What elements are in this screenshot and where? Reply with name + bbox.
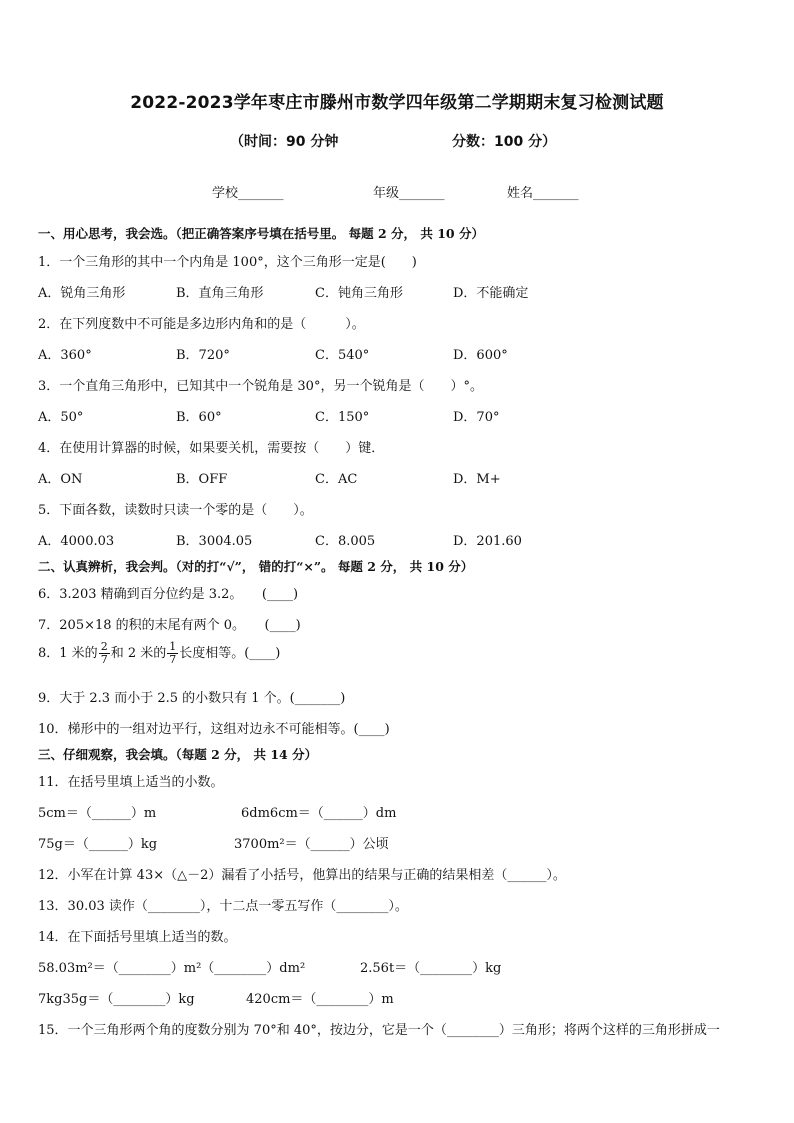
q2-option-b: B．720°	[176, 348, 230, 363]
fraction-numerator: 1	[169, 640, 177, 653]
q4-option-a: A．ON	[38, 472, 83, 487]
q1-option-a: A．锐角三角形	[38, 286, 126, 301]
question-11: 11．在括号里填上适当的小数。	[38, 775, 224, 790]
question-4: 4．在使用计算器的时候，如果要关机，需要按（ ）键．	[38, 441, 385, 456]
time-label: （时间：90 分钟	[230, 134, 339, 150]
q2-option-d: D．600°	[453, 348, 508, 363]
question-7: 7．205×18 的积的末尾有两个 0。 (____)	[38, 618, 301, 633]
fraction-denominator: 7	[100, 653, 108, 666]
q3-option-a: A．50°	[38, 410, 84, 425]
question-2: 2．在下列度数中不可能是多边形内角和的是（ ）。	[38, 317, 365, 332]
q4-option-d: D．M+	[453, 472, 501, 487]
q14-item-b: 2.56t＝（________）kg	[360, 961, 502, 976]
question-15: 15．一个三角形两个角的度数分别为 70°和 40°，按边分，它是一个（________）三角形；将两个这样的三角形拼成一	[38, 1023, 720, 1038]
q4-option-b: B．OFF	[176, 472, 228, 487]
exam-title: 2022-2023学年枣庄市滕州市数学四年级第二学期期末复习检测试题	[130, 93, 664, 113]
q8-text-c: 长度相等。(____)	[179, 646, 281, 661]
q14-item-c: 7kg35g＝（________）kg	[38, 992, 195, 1007]
q5-option-a: A．4000.03	[38, 534, 115, 549]
question-1: 1．一个三角形的其中一个内角是 100°，这个三角形一定是( )	[38, 255, 417, 270]
q1-option-c: C．钝角三角形	[315, 286, 403, 301]
q2-option-c: C．540°	[315, 348, 370, 363]
q11-item-d: 3700m²＝（______）公顷	[234, 837, 389, 852]
question-8	[38, 641, 280, 666]
q5-option-d: D．201.60	[453, 534, 522, 549]
q3-option-c: C．150°	[315, 410, 370, 425]
q3-option-b: B．60°	[176, 410, 222, 425]
question-5: 5．下面各数，读数时只读一个零的是（ ）。	[38, 503, 313, 518]
q14-item-a: 58.03m²＝（________）m²（________）dm²	[38, 961, 306, 976]
q11-item-a: 5cm＝（______）m	[38, 806, 157, 821]
q4-option-c: C．AC	[315, 472, 358, 487]
section-2-heading: 二、认真辨析，我会判。（对的打“√”， 错的打“×”。 每题 2 分， 共 10 分）	[38, 559, 474, 574]
section-3-heading: 三、仔细观察，我会填。（每题 2 分， 共 14 分）	[38, 747, 318, 762]
score-label: 分数：100 分）	[452, 134, 557, 150]
q5-option-c: C．8.005	[315, 534, 376, 549]
q1-option-b: B．直角三角形	[176, 286, 264, 301]
question-6: 6．3.203 精确到百分位约是 3.2。 (____)	[38, 587, 299, 602]
school-field: 学校_______	[212, 186, 284, 201]
question-3: 3．一个直角三角形中，已知其中一个锐角是 30°，另一个锐角是（ ）°。	[38, 379, 483, 394]
q11-item-c: 75g＝（______）kg	[38, 837, 158, 852]
fraction-two-sevenths	[99, 641, 110, 666]
fraction-one-seventh	[167, 641, 178, 666]
q2-option-a: A．360°	[38, 348, 92, 363]
q5-option-b: B．3004.05	[176, 534, 253, 549]
q3-option-d: D．70°	[453, 410, 500, 425]
q11-item-b: 6dm6cm＝（______）dm	[241, 806, 397, 821]
q1-option-d: D．不能确定	[453, 286, 529, 301]
q8-text-b: 和 2 米的	[110, 646, 167, 661]
grade-field: 年级_______	[373, 186, 445, 201]
name-field: 姓名_______	[507, 186, 579, 201]
question-10: 10．梯形中的一组对边平行，这组对边永不可能相等。(____)	[38, 722, 390, 737]
question-12: 12．小军在计算 43×（△－2）漏看了小括号，他算出的结果与正确的结果相差（______）。	[38, 868, 566, 883]
section-1-heading: 一、用心思考，我会选。（把正确答案序号填在括号里。 每题 2 分， 共 10 分）	[38, 226, 484, 241]
fraction-numerator: 2	[100, 640, 108, 653]
question-13: 13．30.03 读作（________），十二点一零五写作（________）。	[38, 899, 408, 914]
fraction-denominator: 7	[169, 653, 177, 666]
question-9: 9．大于 2.3 而小于 2.5 的小数只有 1 个。(_______)	[38, 691, 346, 706]
q8-text-a: 8．1 米的	[38, 646, 98, 661]
question-14: 14．在下面括号里填上适当的数。	[38, 930, 237, 945]
q14-item-d: 420cm＝（________）m	[246, 992, 394, 1007]
